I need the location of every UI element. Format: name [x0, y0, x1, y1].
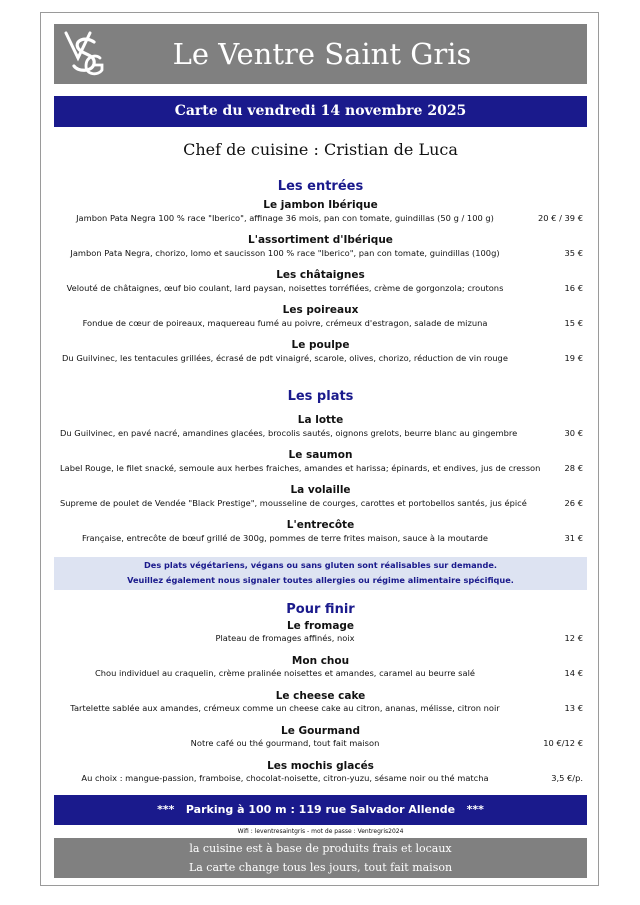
- dish-price: 10 €/12 €: [543, 738, 583, 748]
- dish-price: 14 €: [564, 668, 583, 678]
- dish-description: Tartelette sablée aux amandes, crémeux comme un cheese cake au citron, ananas, mélisse, citron noir: [70, 703, 500, 713]
- section-title-desserts: Pour finir: [286, 602, 355, 617]
- dish-price: 31 €: [564, 533, 583, 543]
- dish-description: Notre café ou thé gourmand, tout fait maison: [190, 738, 380, 748]
- dish-price: 13 €: [564, 703, 583, 713]
- footer-banner: [54, 838, 587, 878]
- dietary-notice: [54, 557, 587, 590]
- dish-description: Au choix : mangue-passion, framboise, chocolat-noisette, citron-yuzu, sésame noir ou thé matcha: [81, 773, 489, 783]
- dish-name: La volaille: [290, 484, 351, 496]
- dish-name: L'assortiment d'Ibérique: [248, 234, 393, 246]
- section-title-plats: Les plats: [287, 389, 354, 404]
- dish-description: Supreme de poulet de Vendée "Black Prestige", mousseline de courges, carottes et portobellos santés, jus épicé: [60, 498, 527, 508]
- footer-line-daily: La carte change tous les jours, tout fait maison: [188, 861, 453, 874]
- dish-price: 16 €: [564, 283, 583, 293]
- dish-name: Les châtaignes: [276, 269, 365, 281]
- dish-description: Du Guilvinec, les tentacules grillées, écrasé de pdt vinaigré, scarole, olives, chorizo, réduction de vin rouge: [62, 353, 508, 363]
- dish-description: Jambon Pata Negra 100 % race "Iberico", affinage 36 mois, pan con tomate, guindillas (50 g / 100 g): [76, 213, 494, 223]
- dish-name: Le jambon Ibérique: [263, 199, 378, 211]
- wifi-info: Wifi : leventresaintgris - mot de passe : Ventregris2024: [237, 828, 404, 835]
- dish-price: 15 €: [564, 318, 583, 328]
- dish-name: Mon chou: [291, 655, 350, 667]
- section-title-entrees: Les entrées: [277, 179, 364, 194]
- date-banner: Carte du vendredi 14 novembre 2025: [54, 96, 587, 127]
- parking-banner: *** Parking à 100 m : 119 rue Salvador Allende ***: [54, 795, 587, 825]
- dish-description: Du Guilvinec, en pavé nacré, amandines glacées, brocolis sautés, oignons grelots, beurre blanc au gingembre: [60, 428, 518, 438]
- dish-description: Française, entrecôte de bœuf grillé de 300g, pommes de terre frites maison, sauce à la moutarde: [81, 533, 489, 543]
- dish-price: 3,5 €/p.: [551, 773, 583, 783]
- dish-price: 30 €: [564, 428, 583, 438]
- dish-description: Jambon Pata Negra, chorizo, lomo et saucisson 100 % race "Iberico", pan con tomate, guindillas (100g): [70, 248, 500, 258]
- dish-name: Le poulpe: [291, 339, 350, 351]
- dish-price: 19 €: [564, 353, 583, 363]
- dish-name: Les mochis glacés: [267, 760, 374, 772]
- dish-price: 35 €: [564, 248, 583, 258]
- dish-price: 12 €: [564, 633, 583, 643]
- notice-line-allergies: Veuillez également nous signaler toutes allergies ou régime alimentaire spécifique.: [127, 575, 514, 585]
- restaurant-name: Le Ventre Saint Gris: [172, 37, 472, 71]
- notice-line-vegetarian: Des plats végétariens, végans ou sans gluten sont réalisables sur demande.: [143, 560, 497, 570]
- footer-line-fresh: la cuisine est à base de produits frais et locaux: [189, 842, 452, 855]
- dish-name: L'entrecôte: [286, 519, 355, 531]
- dish-price: 20 € / 39 €: [537, 213, 583, 223]
- dish-description: Label Rouge, le filet snacké, semoule aux herbes fraiches, amandes et harissa; épinards, et endives, jus de cresson: [60, 463, 541, 473]
- dish-name: Le cheese cake: [275, 690, 366, 702]
- vsg-monogram-icon: [60, 28, 112, 80]
- dish-name: Le fromage: [286, 620, 355, 632]
- dish-price: 26 €: [564, 498, 583, 508]
- dish-name: Le saumon: [288, 449, 353, 461]
- dish-name: La lotte: [297, 414, 344, 426]
- dish-name: Les poireaux: [282, 304, 359, 316]
- dish-description: Fondue de cœur de poireaux, maquereau fumé au poivre, crémeux d'estragon, salade de mizuna: [82, 318, 488, 328]
- dish-description: Velouté de châtaignes, œuf bio coulant, lard paysan, noisettes torréfiées, crème de gorgonzola; croutons: [66, 283, 504, 293]
- dish-name: Le Gourmand: [281, 725, 360, 737]
- chef-line: Chef de cuisine : Cristian de Luca: [183, 140, 458, 159]
- dish-description: Chou individuel au craquelin, crème pralinée noisettes et amandes, caramel au beurre salé: [95, 668, 475, 678]
- dish-price: 28 €: [564, 463, 583, 473]
- dish-description: Plateau de fromages affinés, noix: [215, 633, 355, 643]
